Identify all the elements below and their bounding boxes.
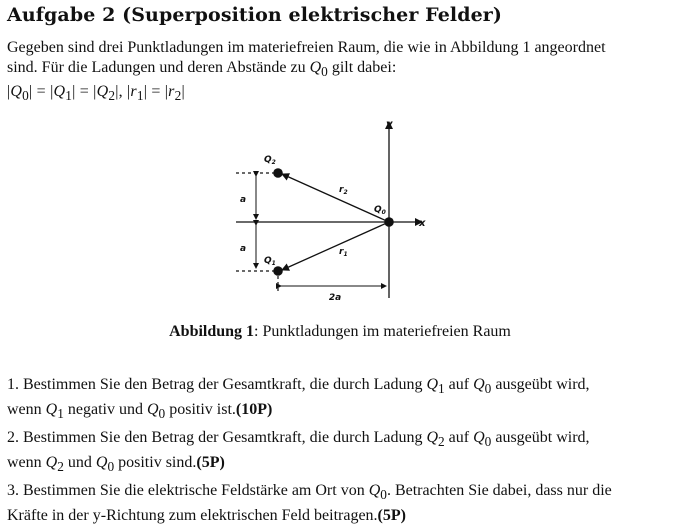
r1-vector (282, 222, 389, 270)
r2-label: $r_2$ (339, 185, 348, 196)
intro-formula: $|Q_0| = |Q_1| = |Q_2|$, $|r_1| = |r_2|$ (7, 83, 185, 104)
two-a-label: 2a (328, 293, 342, 303)
a-top-label: a (240, 195, 247, 205)
charge-q0 (384, 217, 394, 227)
intro-line-1: Gegeben sind drei Punktladungen im materiefreien Raum, die wie in Abbildung 1 angeordnet (7, 39, 606, 56)
task-1: 1. Bestimmen Sie den Betrag der Gesamtkraft, die durch Ladung $Q_1$ auf $Q_0$ ausgeübt wird, wenn $Q_1$ negativ und $Q_0$ positiv ist.(10P) (7, 376, 590, 422)
q1-label: $Q_1$ (264, 256, 276, 267)
x-axis-label: x (419, 218, 426, 229)
figure-caption: Abbildung 1: Punktladungen im materiefreien Raum (169, 323, 511, 340)
charge-q1 (273, 266, 283, 276)
task-2: 2. Bestimmen Sie den Betrag der Gesamtkraft, die durch Ladung $Q_2$ auf $Q_0$ ausgeübt wird, wenn $Q_2$ und $Q_0$ positiv sind.(5P) (7, 429, 590, 475)
q2-label: $Q_2$ (264, 155, 276, 166)
intro-line-2: sind. Für die Ladungen und deren Abstände zu $Q_0$ gilt dabei: (7, 59, 397, 80)
charge-diagram (222, 116, 432, 306)
intro-text (7, 38, 667, 106)
task-title: Aufgabe 2 (Superposition elektrischer Felder) (7, 4, 503, 26)
figure-charge-arrangement (222, 116, 432, 306)
charge-q2 (273, 168, 283, 178)
a-bottom-label: a (240, 244, 247, 254)
r2-vector (282, 174, 389, 222)
task-3: 3. Bestimmen Sie die elektrische Feldstärke am Ort von $Q_0$. Betrachten Sie dabei, dass nur die Kräfte in der y-Richtung zum elektrischen Feld beitragen.(5P) (7, 482, 612, 525)
r1-label: $r_1$ (339, 247, 348, 258)
q0-label: $Q_0$ (374, 205, 386, 216)
y-axis-label: y (386, 119, 393, 130)
